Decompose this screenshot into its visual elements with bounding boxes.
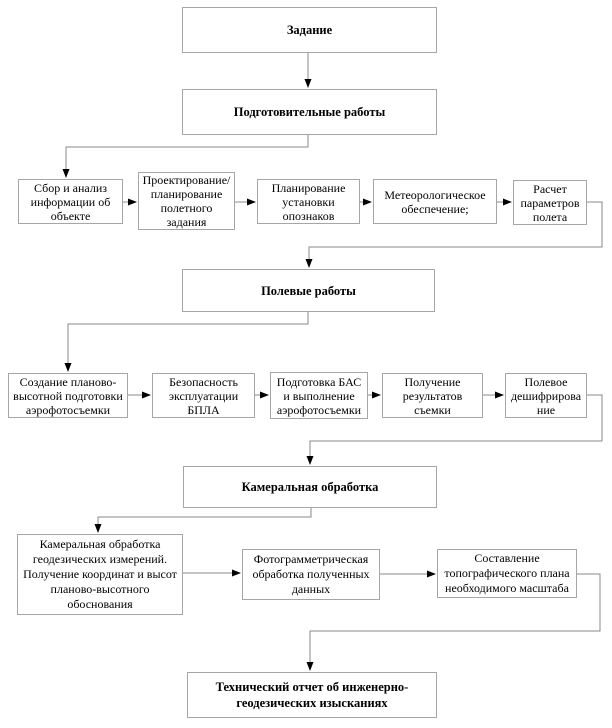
node-podgotovka-bas [270, 372, 368, 419]
node-raschet-parametrov [513, 180, 587, 225]
node-planirovanie-opoznakov [257, 179, 360, 224]
node-polevoe-line2: дешифрирова [510, 388, 582, 403]
node-sostavlenie-plana [437, 549, 577, 598]
node-kamgeodez-line1: Камеральная обработка [39, 537, 161, 551]
node-kameralnaya-obrabotka [183, 466, 437, 508]
node-podgotovitelnye-raboty-label: Подготовительные работы [233, 105, 386, 119]
node-sozdanie-line1: Создание планово- [19, 374, 117, 389]
node-polevye-raboty [182, 269, 435, 312]
node-podgotovka-bas-line1: Подготовка БАС [276, 374, 362, 389]
node-meteo-line2: обеспечение; [401, 201, 469, 216]
node-poluchenie-rezultatov [382, 373, 483, 418]
node-kam-obrabotka-geodez [17, 534, 183, 615]
node-polevoe-deshifrirovanie [505, 373, 587, 418]
node-raschet-line1: Расчет [533, 181, 567, 196]
node-meteo-line1: Метеорологическое [384, 187, 486, 202]
node-bezopasnost-line2: эксплуатации [168, 388, 239, 403]
node-otchet-line1: Технический отчет об инженерно- [215, 680, 409, 694]
node-sbor-analiz [18, 179, 123, 224]
node-kamgeodez-line5: обоснования [67, 597, 133, 611]
node-planirovanie-line1: Планирование [271, 180, 346, 195]
node-kamgeodez-line3: Получение координат и высот [23, 567, 177, 581]
node-poluchenie-line1: Получение [404, 374, 461, 389]
node-planirovanie-line3: опознаков [282, 208, 335, 223]
connector-polevye-to-sozdanie [68, 312, 308, 371]
node-proektirovanie-line4: задания [166, 215, 207, 229]
node-poluchenie-line2: результатов [402, 388, 463, 403]
node-foto-line2: обработка полученных [252, 567, 370, 581]
node-podgotovka-bas-line2: и выполнение [283, 388, 355, 403]
node-otchet-line2: геодезических изысканиях [236, 696, 388, 710]
node-proektirovanie-line1: Проектирование/ [142, 173, 231, 187]
node-kamgeodez-line2: геодезических измерений. [32, 552, 168, 566]
node-polevye-raboty-label: Полевые работы [261, 283, 356, 298]
node-zadanie [182, 7, 437, 53]
node-poluchenie-line3: съемки [414, 402, 451, 417]
node-sozdanie-line2: высотной подготовки [13, 388, 123, 403]
node-kamgeodez-line4: планово-высотного [50, 582, 150, 596]
node-proektirovanie [138, 172, 235, 230]
node-raschet-line3: полета [532, 209, 568, 224]
node-sbor-analiz-line3: объекте [50, 208, 91, 223]
node-sostavlenie-line3: необходимого масштаба [445, 581, 569, 595]
node-proektirovanie-line3: полетного [160, 201, 213, 215]
node-meteo-obespechenie [373, 179, 497, 224]
node-bezopasnost-line1: Безопасность [169, 374, 238, 389]
node-fotogrammetricheskaya [242, 549, 380, 600]
node-podgotovka-bas-line3: аэрофотосъемки [276, 402, 362, 417]
node-zadanie-label: Задание [286, 23, 333, 37]
connector-kameralnaya-to-kamobrabotka [98, 508, 311, 532]
node-sbor-analiz-line2: информации об [30, 194, 111, 209]
node-proektirovanie-line2: планирование [150, 187, 223, 201]
node-podgotovitelnye-raboty [182, 89, 437, 135]
node-sozdanie-line3: аэрофотосъемки [25, 402, 111, 417]
node-planirovanie-line2: установки [282, 194, 335, 209]
node-polevoe-line3: ние [536, 402, 556, 417]
node-sbor-analiz-line1: Сбор и анализ [33, 180, 107, 195]
connector-podgotovitelnye-to-sbor [66, 135, 308, 177]
node-kameralnaya-obrabotka-label: Камеральная обработка [241, 480, 379, 494]
node-bezopasnost-line3: БПЛА [187, 402, 220, 417]
node-sostavlenie-line2: топографического плана [444, 566, 570, 580]
node-sozdanie-podgotovki [8, 373, 128, 418]
node-foto-line3: данных [291, 582, 331, 596]
node-foto-line1: Фотограмметрическая [253, 552, 369, 566]
node-raschet-line2: параметров [520, 195, 580, 210]
node-polevoe-line1: Полевое [524, 374, 568, 389]
node-bezopasnost-bpla [152, 373, 255, 418]
node-sostavlenie-line1: Составление [474, 551, 540, 565]
node-tehnicheskiy-otchet [187, 672, 437, 718]
